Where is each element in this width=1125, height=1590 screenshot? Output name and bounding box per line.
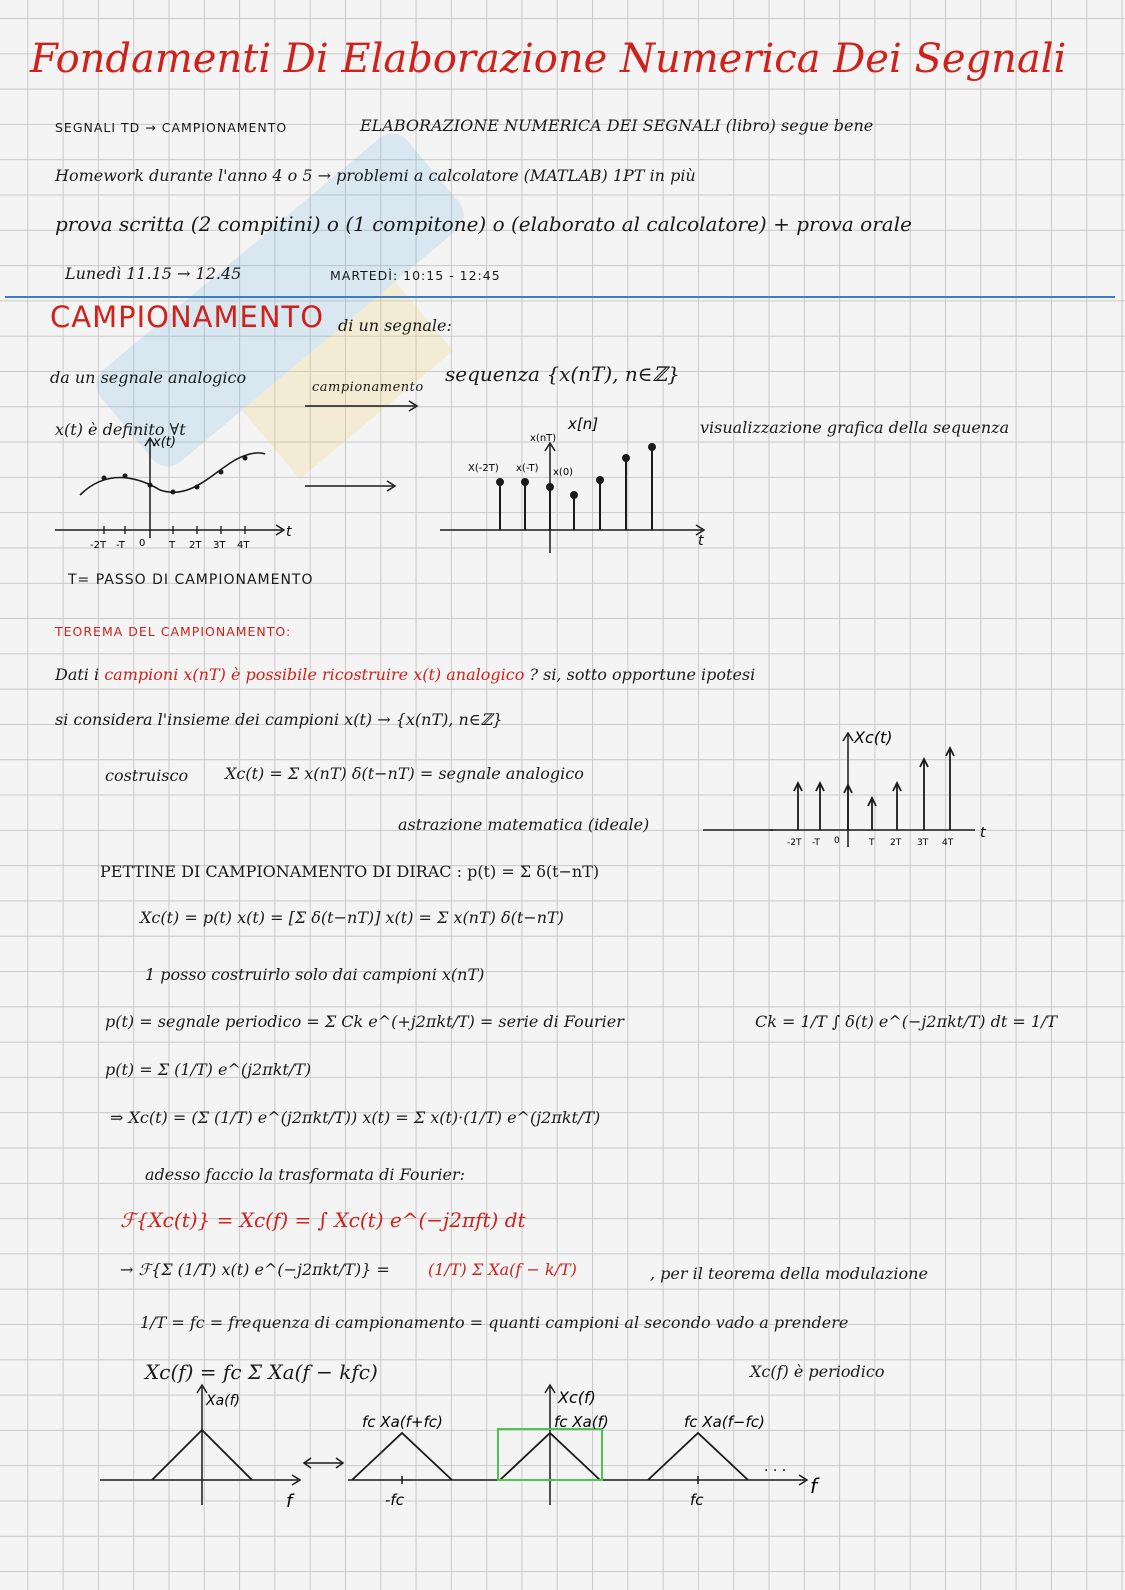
copy-label-mid: fc Xa(f) (554, 1413, 609, 1431)
triangle-left-copy (352, 1433, 452, 1480)
intro-caps: SEGNALI TD → CAMPIONAMENTO (55, 120, 288, 135)
plot3-tick: 4T (942, 838, 954, 848)
abstraction-line (703, 828, 773, 834)
sequence-plot (440, 405, 715, 560)
fourier-sum: → ℱ{Σ (1/T) x(t) e^(−j2πkt/T)} = (120, 1260, 390, 1279)
plot1-tick: -T (116, 540, 125, 551)
consider-samples: si considera l'insieme dei campioni x(t) → {x(nT), n∈ℤ} (55, 710, 503, 729)
plot1-tick: 2T (189, 540, 202, 551)
sample-stems (497, 444, 655, 530)
sequence-def: sequenza {x(nT), n∈ℤ} (445, 362, 680, 386)
continuation-dots: . . . (764, 1459, 787, 1475)
plot2-label: X(-2T) (468, 463, 499, 474)
plot1-tick: -2T (90, 540, 107, 551)
plot3-tick: 3T (917, 838, 929, 848)
build-equation: Xc(t) = Σ x(nT) δ(t−nT) = segnale analogico (225, 764, 584, 783)
page-title: Fondamenti Di Elaborazione Numerica Dei Segnali (30, 36, 1067, 82)
theorem-heading: TEOREMA DEL CAMPIONAMENTO: (55, 624, 292, 639)
copy-label-right: fc Xa(f−fc) (684, 1413, 765, 1431)
plot1-tick: 0 (139, 538, 146, 549)
graph-visual: visualizzazione grafica della sequenza (700, 418, 1010, 437)
theorem-question (55, 665, 755, 684)
question-prefix: Dati i (55, 665, 100, 684)
plot3-tick: 0 (834, 836, 840, 846)
analog-signal-plot (50, 430, 300, 555)
only-samples-note: 1 posso costruirlo solo dai campioni x(nT) (145, 965, 485, 984)
fc-definition: 1/T = fc = frequenza di campionamento = quanti campioni al secondo vado a prendere (140, 1313, 849, 1332)
step-definition: T= PASSO DI CAMPIONAMENTO (68, 572, 314, 588)
fourier-equation: ℱ{Xc(t)} = Xc(f) = ∫ Xc(t) e^(−j2πft) dt (120, 1208, 526, 1232)
question-suffix: ? si, sotto opportune ipotesi (529, 665, 756, 684)
plot2-ylabel2: x(nT) (530, 433, 557, 444)
plot2-ylabel: x[n] (568, 415, 599, 433)
plot3-xlabel: t (980, 825, 986, 841)
plot1-tick: 3T (213, 540, 226, 551)
plot1-tick: T (169, 540, 176, 551)
campionamento-arrow-icon (305, 398, 425, 418)
separator-line (5, 296, 1115, 298)
xc-sum: ⇒ Xc(t) = (Σ (1/T) e^(j2πkt/T)) x(t) = Σ x(t)·(1/T) e^(j2πkt/T) (110, 1108, 601, 1127)
to-sequence-arrow-icon (305, 478, 400, 494)
intro-monday: Lunedì 11.15 → 12.45 (65, 264, 242, 283)
intro-book: ELABORAZIONE NUMERICA DEI SEGNALI (libro) segue bene (360, 116, 874, 135)
p-sum: p(t) = Σ (1/T) e^(j2πkt/T) (105, 1060, 312, 1079)
plot3-tick: T (869, 838, 875, 848)
xc-periodic-note: Xc(f) è periodico (750, 1362, 885, 1381)
section-heading: CAMPIONAMENTO (50, 300, 325, 334)
modulation-theorem: , per il teorema della modulazione (650, 1264, 928, 1283)
periodic-signal: p(t) = segnale periodico = Σ Ck e^(+j2πkt/T) = serie di Fourier (105, 1012, 624, 1031)
sample-dots (102, 456, 248, 495)
plot2-label: x(-T) (516, 463, 539, 474)
plot3-ylabel: Xc(t) (854, 728, 893, 747)
from-analog: da un segnale analogico (50, 368, 247, 387)
fourier-result: (1/T) Σ Xa(f − k/T) (428, 1260, 577, 1279)
xc-f-equation: Xc(f) = fc Σ Xa(f − kfc) (145, 1360, 378, 1384)
triangle-right-copy (648, 1433, 748, 1480)
intro-homework: Homework durante l'anno 4 o 5 → problemi a calcolatore (MATLAB) 1PT in più (55, 166, 696, 185)
abstraction-note: astrazione matematica (ideale) (398, 815, 650, 834)
intro-exam: prova scritta (2 compitini) o (1 compitone) o (elaborato al calcolatore) + prova orale (55, 212, 912, 236)
copy-label-left: fc Xa(f+fc) (362, 1413, 443, 1431)
plot3-tick: -2T (787, 838, 802, 848)
plot4-xlabel-left: f (286, 1491, 293, 1512)
ck-coefficient: Ck = 1/T ∫ δ(t) e^(−j2πkt/T) dt = 1/T (755, 1012, 1058, 1031)
impulse-arrows (794, 748, 954, 830)
xc-equation: Xc(t) = p(t) x(t) = [Σ δ(t−nT)] x(t) = Σ x(nT) δ(t−nT) (140, 908, 564, 927)
signal-curve (80, 453, 265, 495)
plot1-xlabel: t (286, 524, 292, 540)
tick-label-neg-fc: -fc (385, 1491, 404, 1509)
transform-double-arrow-icon (304, 1458, 343, 1468)
build-label: costruisco (105, 766, 189, 785)
plot2-xlabel: t (698, 533, 704, 549)
plot4-xlabel-right: f (810, 1474, 818, 1498)
plot4-ylabel-left: Xa(f) (206, 1393, 241, 1409)
plot1-ylabel: x(t) (153, 435, 176, 450)
question-highlight: campioni x(nT) è possibile ricostruire x(t) analogico (104, 665, 525, 684)
plot2-label: x(0) (553, 467, 574, 478)
plot3-tick: 2T (890, 838, 902, 848)
arrow-label: campionamento (312, 380, 424, 395)
plot4-ylabel-right: Xc(f) (558, 1388, 596, 1407)
spectrum-plot (100, 1375, 840, 1515)
dirac-comb: PETTINE DI CAMPIONAMENTO DI DIRAC : p(t) = Σ δ(t−nT) (100, 862, 600, 881)
defined-forall: x(t) è definito ∀t (55, 420, 186, 439)
fourier-now: adesso faccio la trasformata di Fourier: (145, 1165, 466, 1184)
tick-label-pos-fc: fc (690, 1491, 704, 1509)
plot1-tick: 4T (237, 540, 250, 551)
plot3-tick: -T (812, 838, 820, 848)
section-subheading: di un segnale: (338, 316, 452, 335)
impulse-train-plot (770, 725, 1000, 855)
intro-tuesday: MARTEDÌ: 10:15 - 12:45 (330, 268, 501, 283)
